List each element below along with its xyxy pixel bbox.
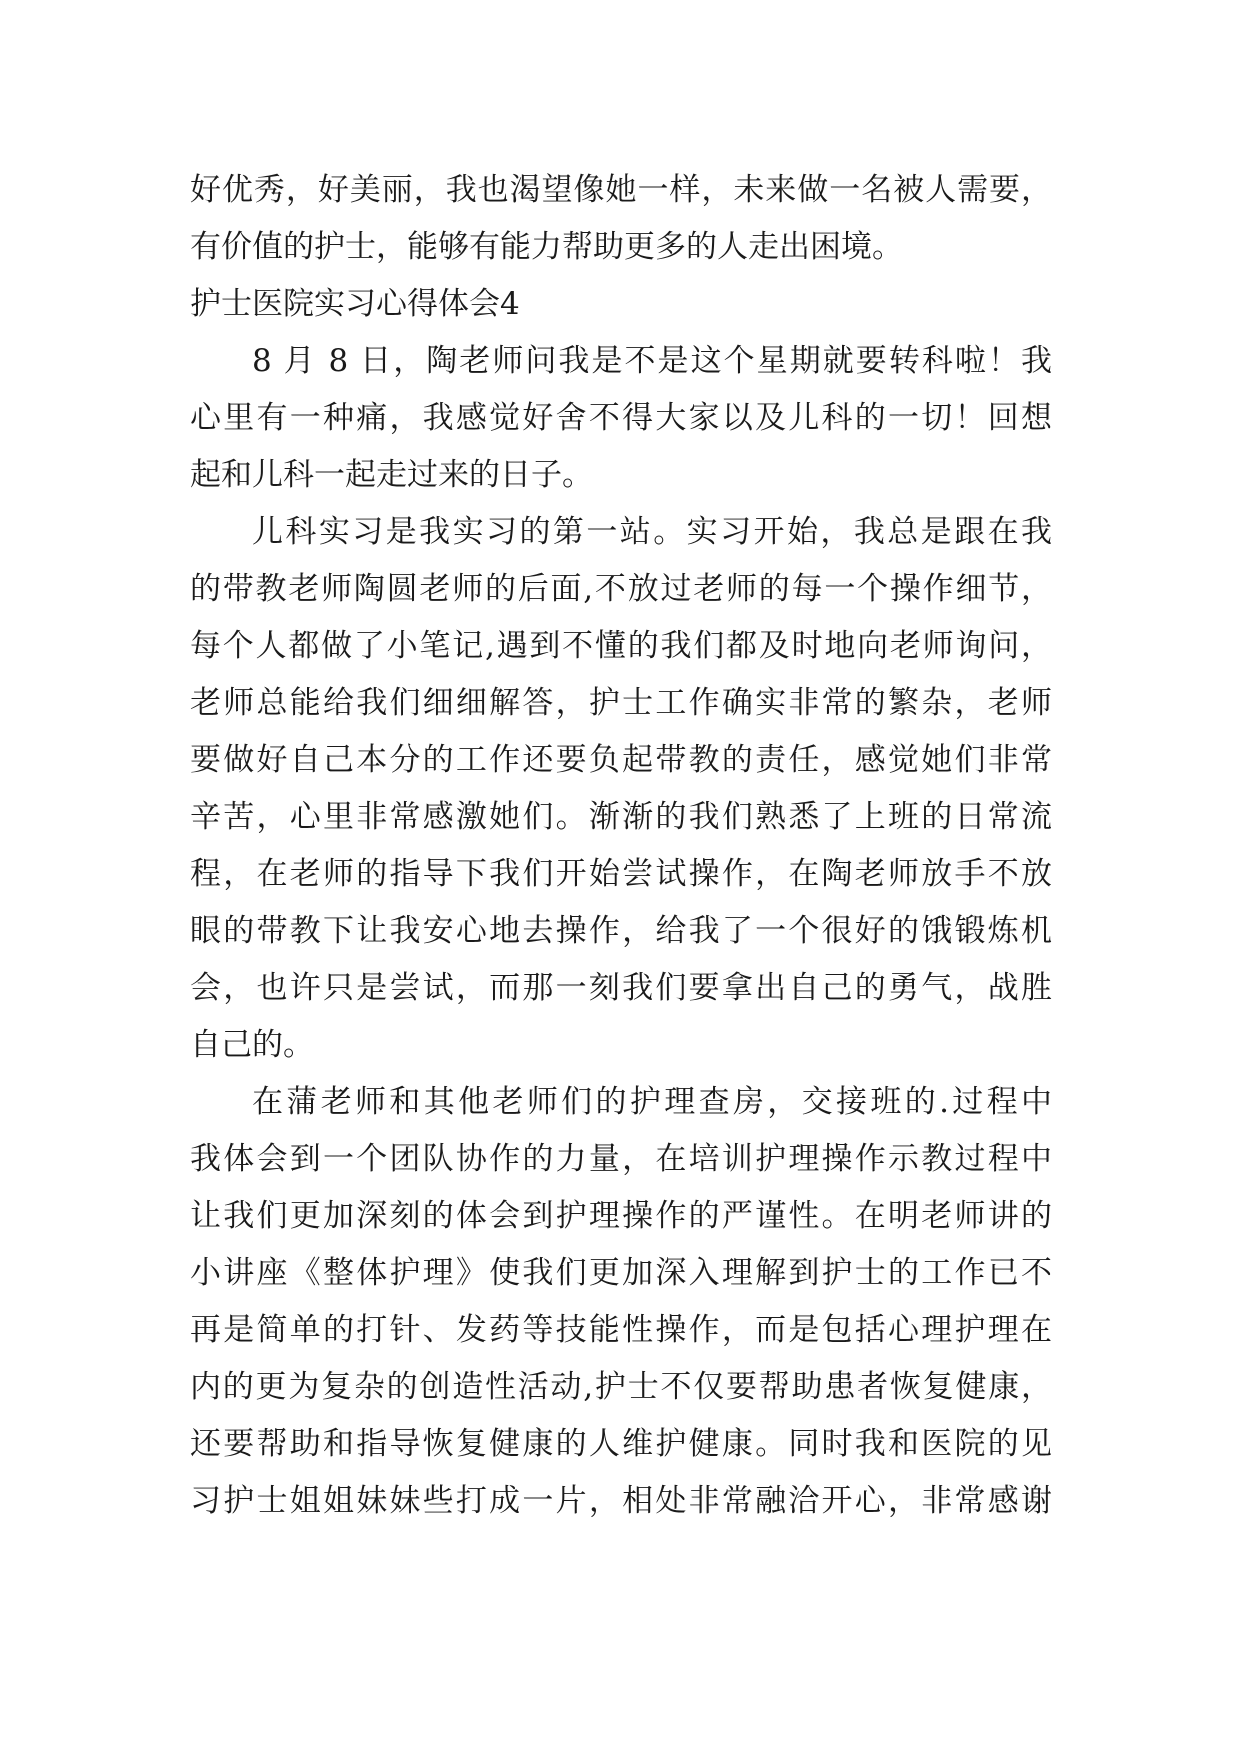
paragraph-first-line: 儿科实习是我实习的第一站。实习开始，我总是跟在我 bbox=[252, 514, 1052, 550]
text-line: 老师总能给我们细细解答，护士工作确实非常的繁杂，老师 bbox=[190, 685, 1052, 721]
text-line: 辛苦，心里非常感激她们。渐渐的我们熟悉了上班的日常流 bbox=[190, 799, 1052, 835]
paragraph-first-line: 8 月 8 日，陶老师问我是不是这个星期就要转科啦！我 bbox=[252, 343, 1052, 379]
text-line: 习护士姐姐妹妹些打成一片，相处非常融洽开心，非常感谢 bbox=[190, 1483, 1052, 1519]
text-line: 有价值的护士，能够有能力帮助更多的人走出困境。 bbox=[190, 229, 903, 265]
text-line: 的带教老师陶圆老师的后面,不放过老师的每一个操作细节， bbox=[190, 571, 1052, 607]
document-body bbox=[190, 162, 1052, 1530]
text-line: 每个人都做了小笔记,遇到不懂的我们都及时地向老师询问， bbox=[190, 628, 1052, 664]
section-heading: 护士医院实习心得体会4 bbox=[190, 286, 520, 322]
text-line: 会，也许只是尝试，而那一刻我们要拿出自己的勇气，战胜 bbox=[190, 970, 1052, 1006]
text-line: 还要帮助和指导恢复健康的人维护健康。同时我和医院的见 bbox=[190, 1426, 1052, 1462]
text-line: 再是简单的打针、发药等技能性操作，而是包括心理护理在 bbox=[190, 1312, 1052, 1348]
text-line: 自己的。 bbox=[190, 1027, 314, 1063]
text-line: 好优秀，好美丽，我也渴望像她一样，未来做一名被人需要， bbox=[190, 172, 1052, 208]
text-line: 让我们更加深刻的体会到护理操作的严谨性。在明老师讲的 bbox=[190, 1198, 1052, 1234]
text-line: 要做好自己本分的工作还要负起带教的责任，感觉她们非常 bbox=[190, 742, 1052, 778]
text-line: 心里有一种痛，我感觉好舍不得大家以及儿科的一切！回想 bbox=[190, 400, 1052, 436]
text-line: 起和儿科一起走过来的日子。 bbox=[190, 457, 593, 493]
text-line: 小讲座《整体护理》使我们更加深入理解到护士的工作已不 bbox=[190, 1255, 1052, 1291]
text-line: 眼的带教下让我安心地去操作，给我了一个很好的饿锻炼机 bbox=[190, 913, 1052, 949]
text-line: 我体会到一个团队协作的力量，在培训护理操作示教过程中 bbox=[190, 1141, 1052, 1177]
paragraph-first-line: 在蒲老师和其他老师们的护理查房，交接班的.过程中 bbox=[252, 1084, 1052, 1120]
text-line: 内的更为复杂的创造性活动,护士不仅要帮助患者恢复健康， bbox=[190, 1369, 1052, 1405]
text-line: 程，在老师的指导下我们开始尝试操作，在陶老师放手不放 bbox=[190, 856, 1052, 892]
